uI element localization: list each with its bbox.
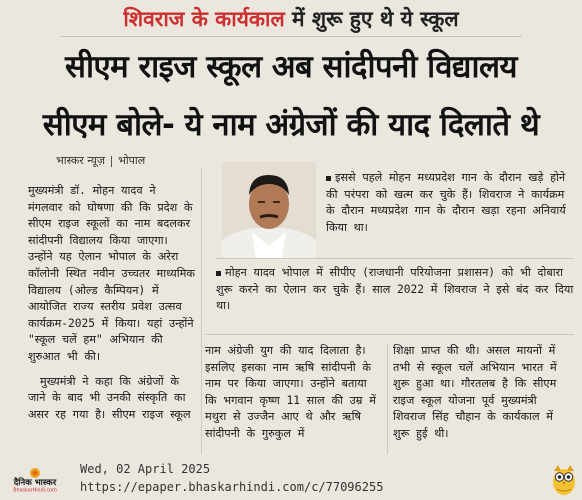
person-portrait-icon	[222, 162, 316, 258]
kicker-headline	[0, 6, 582, 32]
edition-date: Wed, 02 April 2025	[80, 462, 211, 476]
callout-bottom-divider	[205, 334, 574, 335]
headline-line-2: सीएम बोले- ये नाम अंग्रेजों की याद दिलाते थे	[42, 107, 540, 143]
owl-icon	[549, 462, 579, 496]
dainik-bhaskar-logo	[6, 466, 64, 492]
logo-title: दैनिक भास्कर	[13, 478, 57, 488]
byline-separator	[111, 156, 112, 167]
kicker-divider	[60, 36, 522, 37]
callout-divider	[216, 258, 574, 259]
article-paragraph-4: शिक्षा प्राप्त की थी। असल मायनों में तभी से स्कूल चलें अभियान भारत में शुरू हुआ था। गौरतलब है कि सीएम राइज स्कूल योजना पूर्व मुख्यमंत्री शिवराज सिंह चौहान के कार्यकाल में शुरू हुई थी।	[393, 344, 557, 440]
column-divider-2	[387, 343, 388, 454]
logo-subtitle: BhaskarHindi.com	[13, 488, 57, 492]
callout-text-1: इससे पहले मोहन मध्यप्रदेश गान के दौरान खड़े होने की परंपरा को खत्म कर चुके हैं। शिवराज ने कार्यक्रम के दौरान मध्यप्रदेश गान के दौरान खड़ा रहना अनिवार्य किया था।	[326, 171, 566, 234]
bullet-icon	[216, 271, 221, 276]
column-divider	[201, 168, 202, 454]
kicker-highlight: शिवराज के कार्यकाल	[123, 7, 285, 31]
epaper-url[interactable]: https://epaper.bhaskarhindi.com/c/77096255	[80, 480, 384, 494]
callout-text-2: मोहन यादव भोपाल में सीपीए (राजधानी परियोजना प्रशासन) को भी दोबारा शुरू करने का ऐलान कर चुके हैं। साल 2022 में शिवराज ने इसे बंद कर दिया था।	[216, 266, 574, 313]
callout-box-1	[326, 170, 574, 236]
portrait-photo	[222, 162, 316, 258]
byline-agency: भास्कर न्यूज़	[56, 154, 106, 167]
byline-city: भोपाल	[118, 154, 146, 167]
byline	[56, 153, 145, 168]
article-column-1	[28, 183, 196, 423]
article-column-2	[205, 343, 383, 443]
headline-line-1: सीएम राइज स्कूल अब सांदीपनी विद्यालय	[65, 49, 517, 85]
article-paragraph-1: मुख्यमंत्री डॉ. मोहन यादव ने मंगलवार को घोषणा की कि प्रदेश के सीएम राइज स्कूलों का नाम बदलकर सांदीपनी विद्यालय किया जाएगा। उन्होंने यह ऐलान भोपाल के अरेरा कॉलोनी स्थित नवीन उच्चतर माध्यमिक विद्यालय (ओल्ड कैम्पियन) में आयोजित राज्य स्तरीय प्रवेश उत्सव कार्यक्रम-2025 में किया। यहां उन्होंने "स्कूल चलें हम" अभियान की शुरुआत भी की।	[28, 184, 195, 363]
callout-box-2	[216, 265, 574, 315]
article-paragraph-3: नाम अंग्रेजी युग की याद दिलाता है। इसलिए इसका नाम ऋषि सांदीपनी के नाम पर किया जाएगा। उन्होंने बताया कि भगवान कृष्ण 11 साल की उम्र में मथुरा से उज्जैन आए थे और ऋषि सांदीपनी के गुरुकुल में	[205, 344, 376, 440]
article-column-3	[393, 343, 571, 443]
kicker-rest: में शुरू हुए थे ये स्कूल	[284, 7, 459, 31]
article-paragraph-2: मुख्यमंत्री ने कहा कि अंग्रेजों के जाने के बाद भी उनकी संस्कृति का असर रह गया है। सीएम राइज स्कूल	[28, 374, 191, 421]
bullet-icon	[326, 176, 331, 181]
